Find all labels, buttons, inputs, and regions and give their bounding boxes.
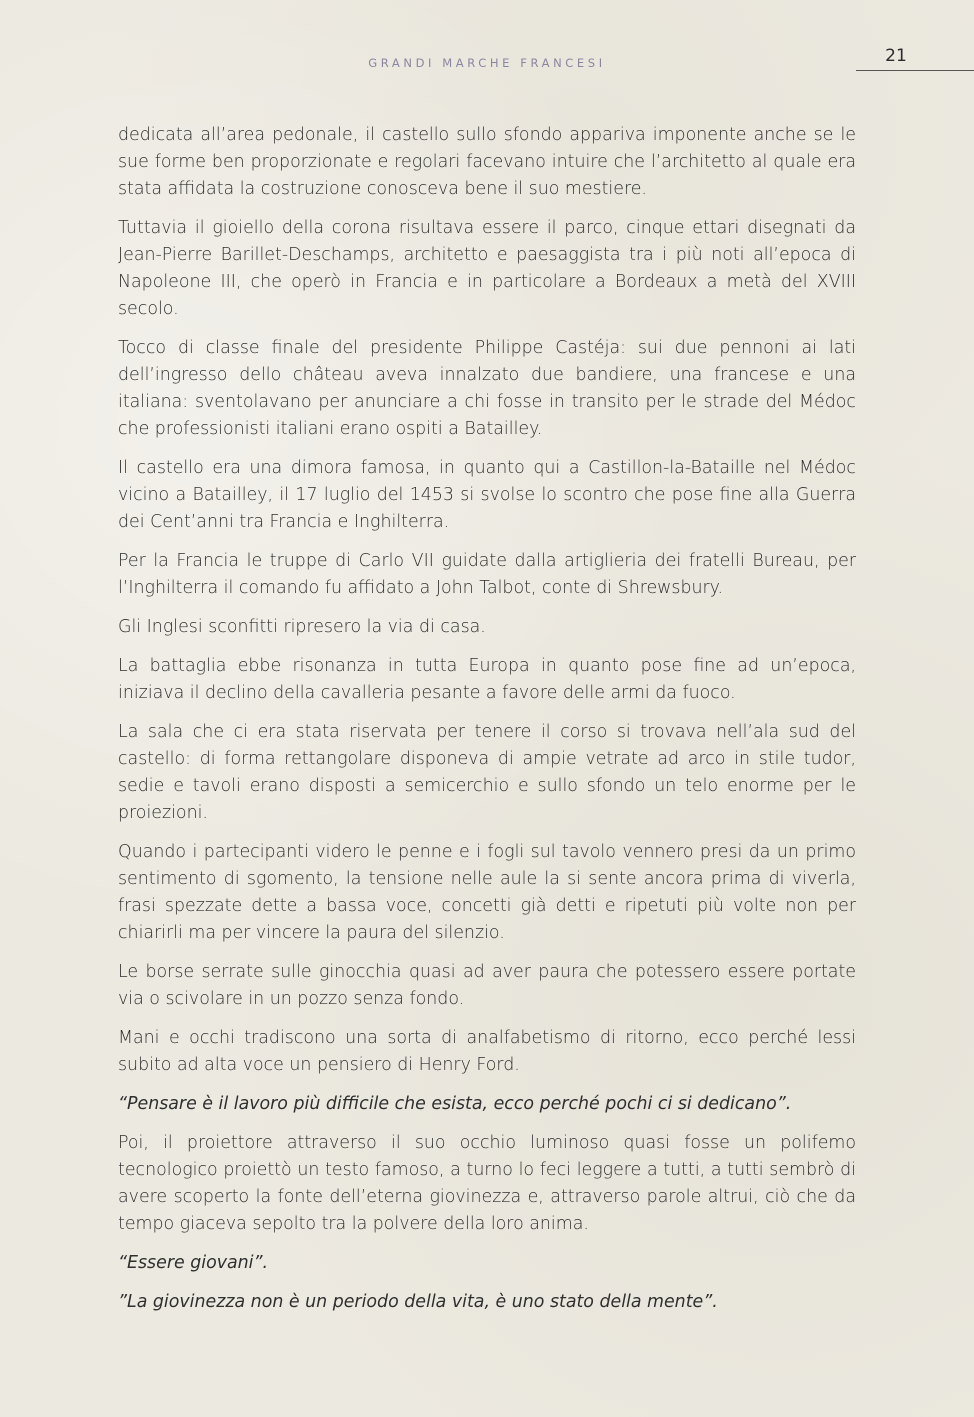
paragraph: La sala che ci era stata riservata per tenere il corso si trovava nell’ala sud del castello: di forma rettangolare disponeva di ampie vetrate ad arco in stile tudor, sedie e tavoli erano disposti a semicerchio e sullo sfondo un telo enorme per le proiezioni. (118, 722, 856, 823)
header-rule (856, 70, 974, 71)
paragraph: Gli Inglesi sconfitti ripresero la via di casa. (118, 617, 486, 637)
page-number: 21 (885, 46, 907, 66)
paragraph: Il castello era una dimora famosa, in quanto qui a Castillon-la-Bataille nel Médoc vicino a Batailley, il 17 luglio del 1453 si svolse lo scontro che pose fine alla Guerra dei Cent’anni tra Francia e Inghilterra. (118, 458, 856, 532)
paragraph: Mani e occhi tradiscono una sorta di analfabetismo di ritorno, ecco perché lessi subito ad alta voce un pensiero di Henry Ford. (118, 1028, 856, 1075)
body-text (118, 122, 856, 1328)
paragraph: Poi, il proiettore attraverso il suo occhio luminoso quasi fosse un polifemo tecnologico proiettò un testo famoso, a turno lo feci leggere a tutti, a tutti sembrò di avere scoperto la fonte dell’eterna giovinezza e, attraverso parole altrui, ciò che da tempo giaceva sepolto tra la polvere della loro anima. (118, 1133, 856, 1234)
paragraph: La battaglia ebbe risonanza in tutta Europa in quanto pose fine ad un’epoca, iniziava il declino della cavalleria pesante a favore delle armi da fuoco. (118, 656, 856, 703)
paragraph: Le borse serrate sulle ginocchia quasi ad aver paura che potessero essere portate via o scivolare in un pozzo senza fondo. (118, 962, 856, 1009)
quote: “Pensare è il lavoro più difficile che esista, ecco perché pochi ci si dedicano”. (118, 1094, 792, 1114)
quote: “Essere giovani”. (118, 1253, 269, 1273)
paragraph: Tocco di classe finale del presidente Philippe Castéja: sui due pennoni ai lati dell’ingresso dello château aveva innalzato due bandiere, una francese e una italiana: sventolavano per anunciare a chi fosse in transito per le strade del Médoc che professionisti italiani erano ospiti a Batailley. (118, 338, 856, 439)
running-header: GRANDI MARCHE FRANCESI (368, 56, 606, 70)
paragraph: Quando i partecipanti videro le penne e i fogli sul tavolo vennero presi da un primo sentimento di sgomento, la tensione nelle aule la si sente ancora prima di viverla, frasi spezzate dette a bassa voce, concetti già detti e ripetuti più volte non per chiarirli ma per vincere la paura del silenzio. (118, 842, 856, 943)
paragraph: Tuttavia il gioiello della corona risultava essere il parco, cinque ettari disegnati da Jean-Pierre Barillet-Deschamps, architetto e paesaggista tra i più noti all’epoca di Napoleone III, che operò in Francia e in particolare a Bordeaux a metà del XVIII secolo. (118, 218, 856, 319)
quote: ”La giovinezza non è un periodo della vita, è uno stato della mente”. (118, 1292, 718, 1312)
paragraph: dedicata all’area pedonale, il castello sullo sfondo appariva imponente anche se le sue forme ben proporzionate e regolari facevano intuire che l’architetto al quale era stata affidata la costruzione conosceva bene il suo mestiere. (118, 125, 856, 199)
paragraph: Per la Francia le truppe di Carlo VII guidate dalla artiglieria dei fratelli Bureau, per l’Inghilterra il comando fu affidato a John Talbot, conte di Shrewsbury. (118, 551, 856, 598)
